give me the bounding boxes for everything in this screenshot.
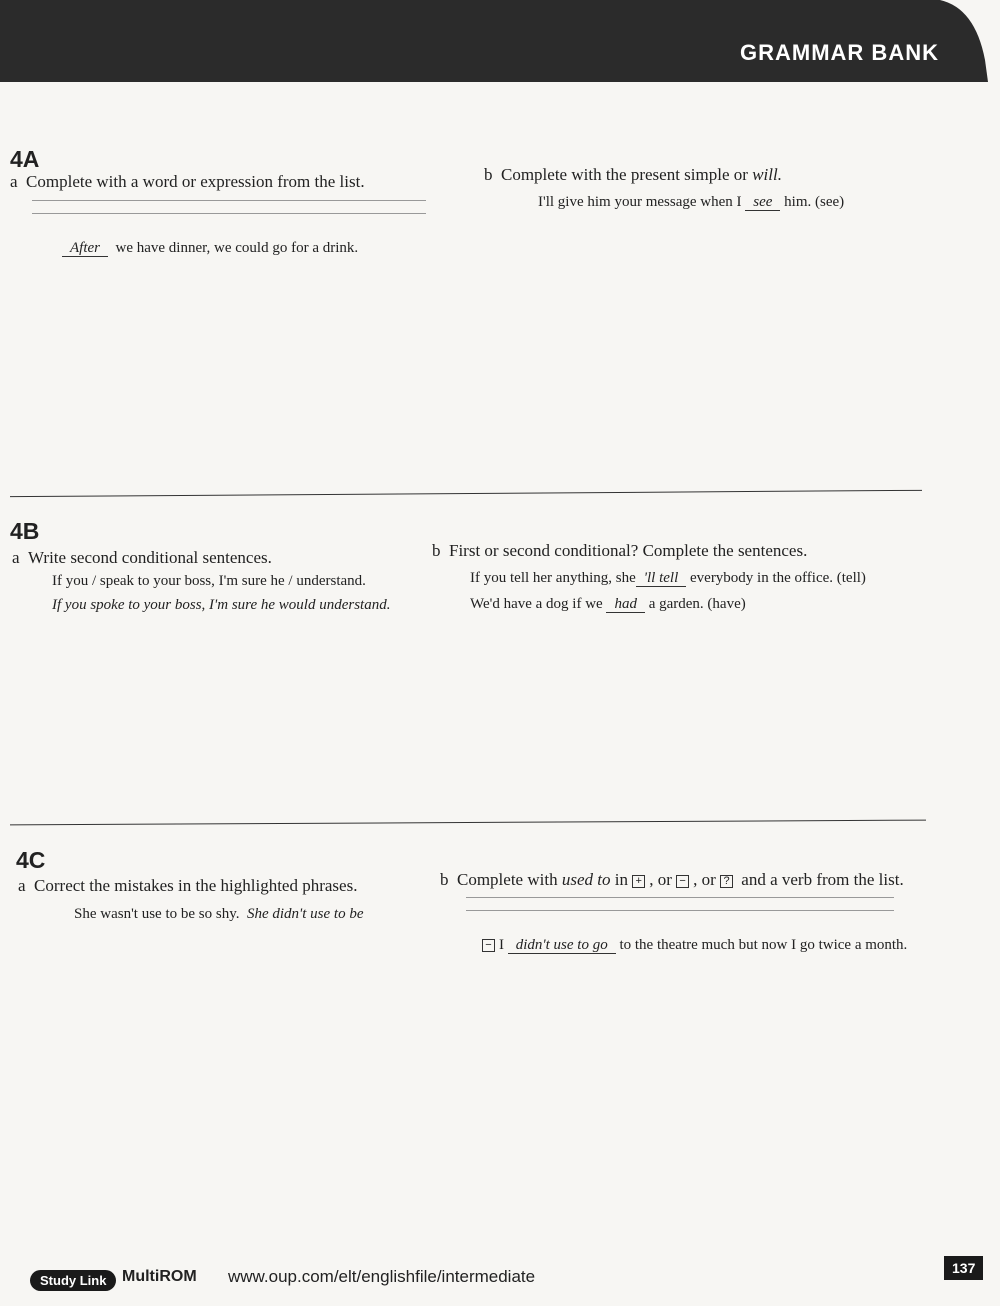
4b-a-example: If you / speak to your boss, I'm sure he / understand.: [52, 573, 366, 589]
4b-b-example-2: We'd have a dog if we had a garden. (have): [470, 596, 746, 612]
page-number: 137: [944, 1256, 983, 1280]
4b-b-instruction: b First or second conditional? Complete the sentences.: [432, 541, 808, 560]
unit-4a-heading: 4A: [10, 146, 40, 172]
multirom-label: MultiROM: [122, 1268, 197, 1285]
negative-box-icon: −: [482, 939, 495, 952]
4a-b-instruction: b Complete with the present simple or will.: [484, 165, 782, 184]
4a-a-example: After we have dinner, we could go for a drink.: [62, 239, 358, 257]
question-box-icon: ?: [720, 875, 733, 888]
section-divider: [10, 490, 922, 497]
page-footer: [0, 1262, 1000, 1294]
4c-word-list: [466, 897, 894, 911]
section-divider: [10, 820, 926, 826]
negative-box-icon: −: [676, 875, 689, 888]
4b-a-example-answer: If you spoke to your boss, I'm sure he would understand.: [52, 597, 391, 613]
unit-4c-heading: 4C: [16, 847, 46, 873]
4b-b-example-1: If you tell her anything, she 'll tell everybody in the office. (tell): [470, 570, 866, 586]
unit-4b-heading: 4B: [10, 518, 40, 544]
positive-box-icon: +: [632, 875, 645, 888]
4c-b-example: − I didn't use to go to the theatre much but now I go twice a month.: [482, 936, 907, 954]
4a-a-instruction: a Complete with a word or expression from the list.: [10, 172, 365, 191]
4c-b-instruction: b Complete with used to in + , or − , or ? and a verb from the list.: [440, 870, 904, 889]
4a-word-list: [32, 200, 426, 214]
study-link-badge: Study Link: [30, 1270, 116, 1291]
4b-a-instruction: a Write second conditional sentences.: [12, 548, 272, 567]
website-link[interactable]: www.oup.com/elt/englishfile/intermediate: [228, 1267, 536, 1286]
grammar-bank-title: GRAMMAR BANK: [740, 40, 939, 65]
page-header: [0, 0, 1000, 100]
4c-a-instruction: a Correct the mistakes in the highlighted phrases.: [18, 876, 358, 895]
4a-b-example: I'll give him your message when I see him. (see): [538, 194, 845, 210]
4c-a-example: She wasn't use to be so shy. She didn't use to be: [74, 906, 364, 922]
